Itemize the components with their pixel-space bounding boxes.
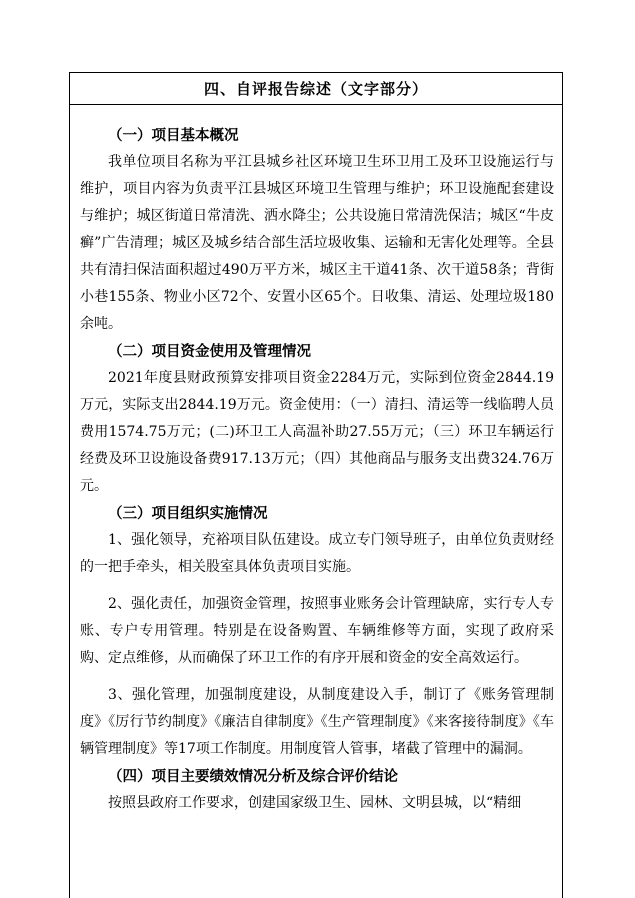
paragraph-performance: 按照县政府工作要求，创建国家级卫生、园林、文明县城，以“精细 [108,795,522,811]
paragraph-leadership: 1、强化领导，充裕项目队伍建设。成立专门领导班子，由单位负责财经的一把手牵头，相关股室具体负责项目实施。 [80,532,554,575]
report-content [80,122,554,817]
heading-basic-overview: （一）项目基本概况 [108,127,239,144]
report-frame [69,72,563,898]
spacer [80,672,554,682]
paragraph-responsibility: 2、强化责任，加强资金管理，按照事业账务会计管理缺席，实行专人专账、专户专用管理。特别是在设备购置、车辆维修等方面，实现了政府采购、定点维修，从而确保了环卫工作的有序开展和资金的安全高效运行。 [80,596,554,666]
paragraph-management: 3、强化管理，加强制度建设，从制度建设入手，制订了《账务管理制度》《厉行节约制度》《廉洁自律制度》《生产管理制度》《来客接待制度》《车辆管理制度》等17项工作制度。用制度管人管事，堵截了管理中的漏洞。 [80,687,554,757]
paragraph-fund-usage: 2021年度县财政预算安排项目资金2284万元，实际到位资金2844.19万元，实际支出2844.19万元。资金使用：（一）清扫、清运等一线临聘人员费用1574.75万元；(二)环卫工人高温补助27.55万元；（三）环卫车辆运行经费及环卫设施设备费917.13万元；（四）其他商品与服务支出费324.76万元。 [80,370,554,494]
paragraph-basic-overview: 我单位项目名称为平江县城乡社区环境卫生环卫用工及环卫设施运行与维护，项目内容为负责平江县城区环境卫生管理与维护；环卫设施配套建设与维护；城区街道日常清洗、洒水降尘；公共设施日常清洗保洁；城区“牛皮癣”广告清理；城区及城乡结合部生活垃圾收集、运输和无害化处理等。全县共有清扫保洁面积超过490万平方米，城区主干道41条、次干道58条；背街小巷155条、物业小区72个、安置小区65个。日收集、清运、处理垃圾180余吨。 [80,154,554,332]
section-title: 四、自评报告综述（文字部分） [203,80,428,98]
section-title-row [70,73,562,105]
spacer [80,581,554,591]
heading-performance: （四）项目主要绩效情况分析及综合评价结论 [108,768,398,785]
heading-fund-usage: （二）项目资金使用及管理情况 [108,343,311,360]
heading-implementation: （三）项目组织实施情况 [108,505,268,522]
